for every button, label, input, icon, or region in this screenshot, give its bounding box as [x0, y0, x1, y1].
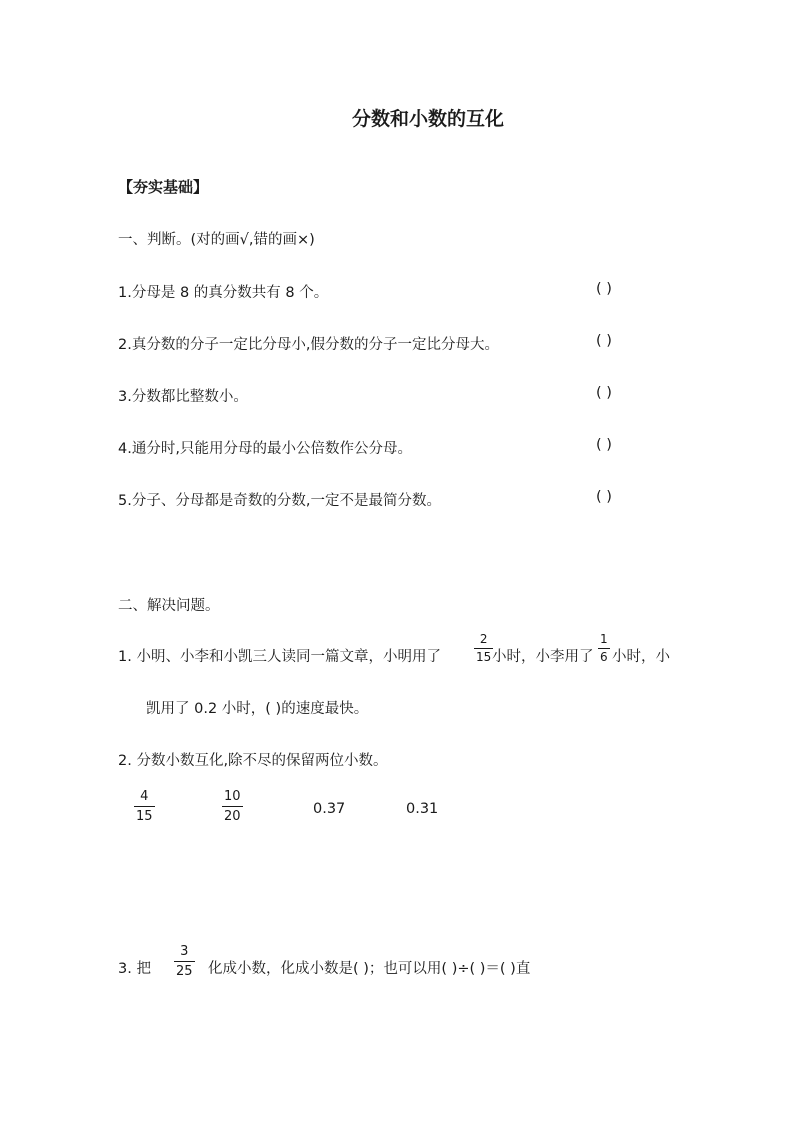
fraction-numerator: 3	[180, 944, 189, 959]
decimal-0-31: 0.31	[406, 801, 439, 817]
fraction-bar	[474, 648, 493, 649]
judge-item-5: 5.分子、分母都是奇数的分数,一定不是最简分数。	[118, 493, 441, 509]
fraction-denominator: 15	[476, 650, 492, 664]
fraction-bar	[222, 806, 243, 807]
q1-text-part3: 小时，小	[612, 649, 670, 665]
fraction-numerator: 1	[600, 632, 608, 646]
fraction-2-15	[474, 633, 493, 664]
fraction-numerator: 10	[224, 789, 241, 804]
fraction-denominator: 20	[224, 809, 241, 824]
answer-blank-3[interactable]: ( )	[596, 385, 612, 401]
answer-blank-1[interactable]: ( )	[596, 281, 612, 297]
answer-blank-5[interactable]: ( )	[596, 489, 612, 505]
fraction-bar	[174, 961, 195, 962]
q3-suffix: 化成小数，化成小数是( )；也可以用( )÷( )＝( )直	[208, 961, 531, 977]
answer-blank-4[interactable]: ( )	[596, 437, 612, 453]
q1-text-line2: 凯用了 0.2 小时，( )的速度最快。	[146, 701, 369, 717]
q1-text-part1: 1. 小明、小李和小凯三人读同一篇文章，小明用了	[118, 649, 441, 665]
decimal-0-37: 0.37	[313, 801, 346, 817]
judge-item-4: 4.通分时,只能用分母的最小公倍数作公分母。	[118, 441, 412, 457]
part1-heading: 一、判断。(对的画√,错的画×)	[118, 232, 315, 248]
judge-item-2: 2.真分数的分子一定比分母小,假分数的分子一定比分母大。	[118, 337, 499, 353]
q3-prefix: 3. 把	[118, 961, 151, 977]
fraction-numerator: 2	[479, 632, 488, 646]
fraction-1-6	[598, 633, 610, 664]
answer-blank-2[interactable]: ( )	[596, 333, 612, 349]
q2-text: 2. 分数小数互化,除不尽的保留两位小数。	[118, 753, 388, 769]
judge-item-3: 3.分数都比整数小。	[118, 389, 248, 405]
fraction-denominator: 6	[600, 650, 608, 664]
fraction-denominator: 15	[136, 809, 153, 824]
fraction-4-15	[134, 789, 155, 824]
fraction-3-25	[174, 944, 195, 979]
fraction-bar	[598, 648, 610, 649]
page-title: 分数和小数的互化	[351, 108, 504, 130]
fraction-denominator: 25	[176, 964, 193, 979]
section-label: 【夯实基础】	[118, 178, 209, 196]
fraction-numerator: 4	[140, 789, 149, 804]
part2-heading: 二、解决问题。	[118, 598, 220, 614]
judge-item-1: 1.分母是 8 的真分数共有 8 个。	[118, 285, 329, 301]
q1-text-part2: 小时，小李用了	[492, 649, 594, 665]
fraction-bar	[134, 806, 155, 807]
fraction-10-20	[222, 789, 243, 824]
